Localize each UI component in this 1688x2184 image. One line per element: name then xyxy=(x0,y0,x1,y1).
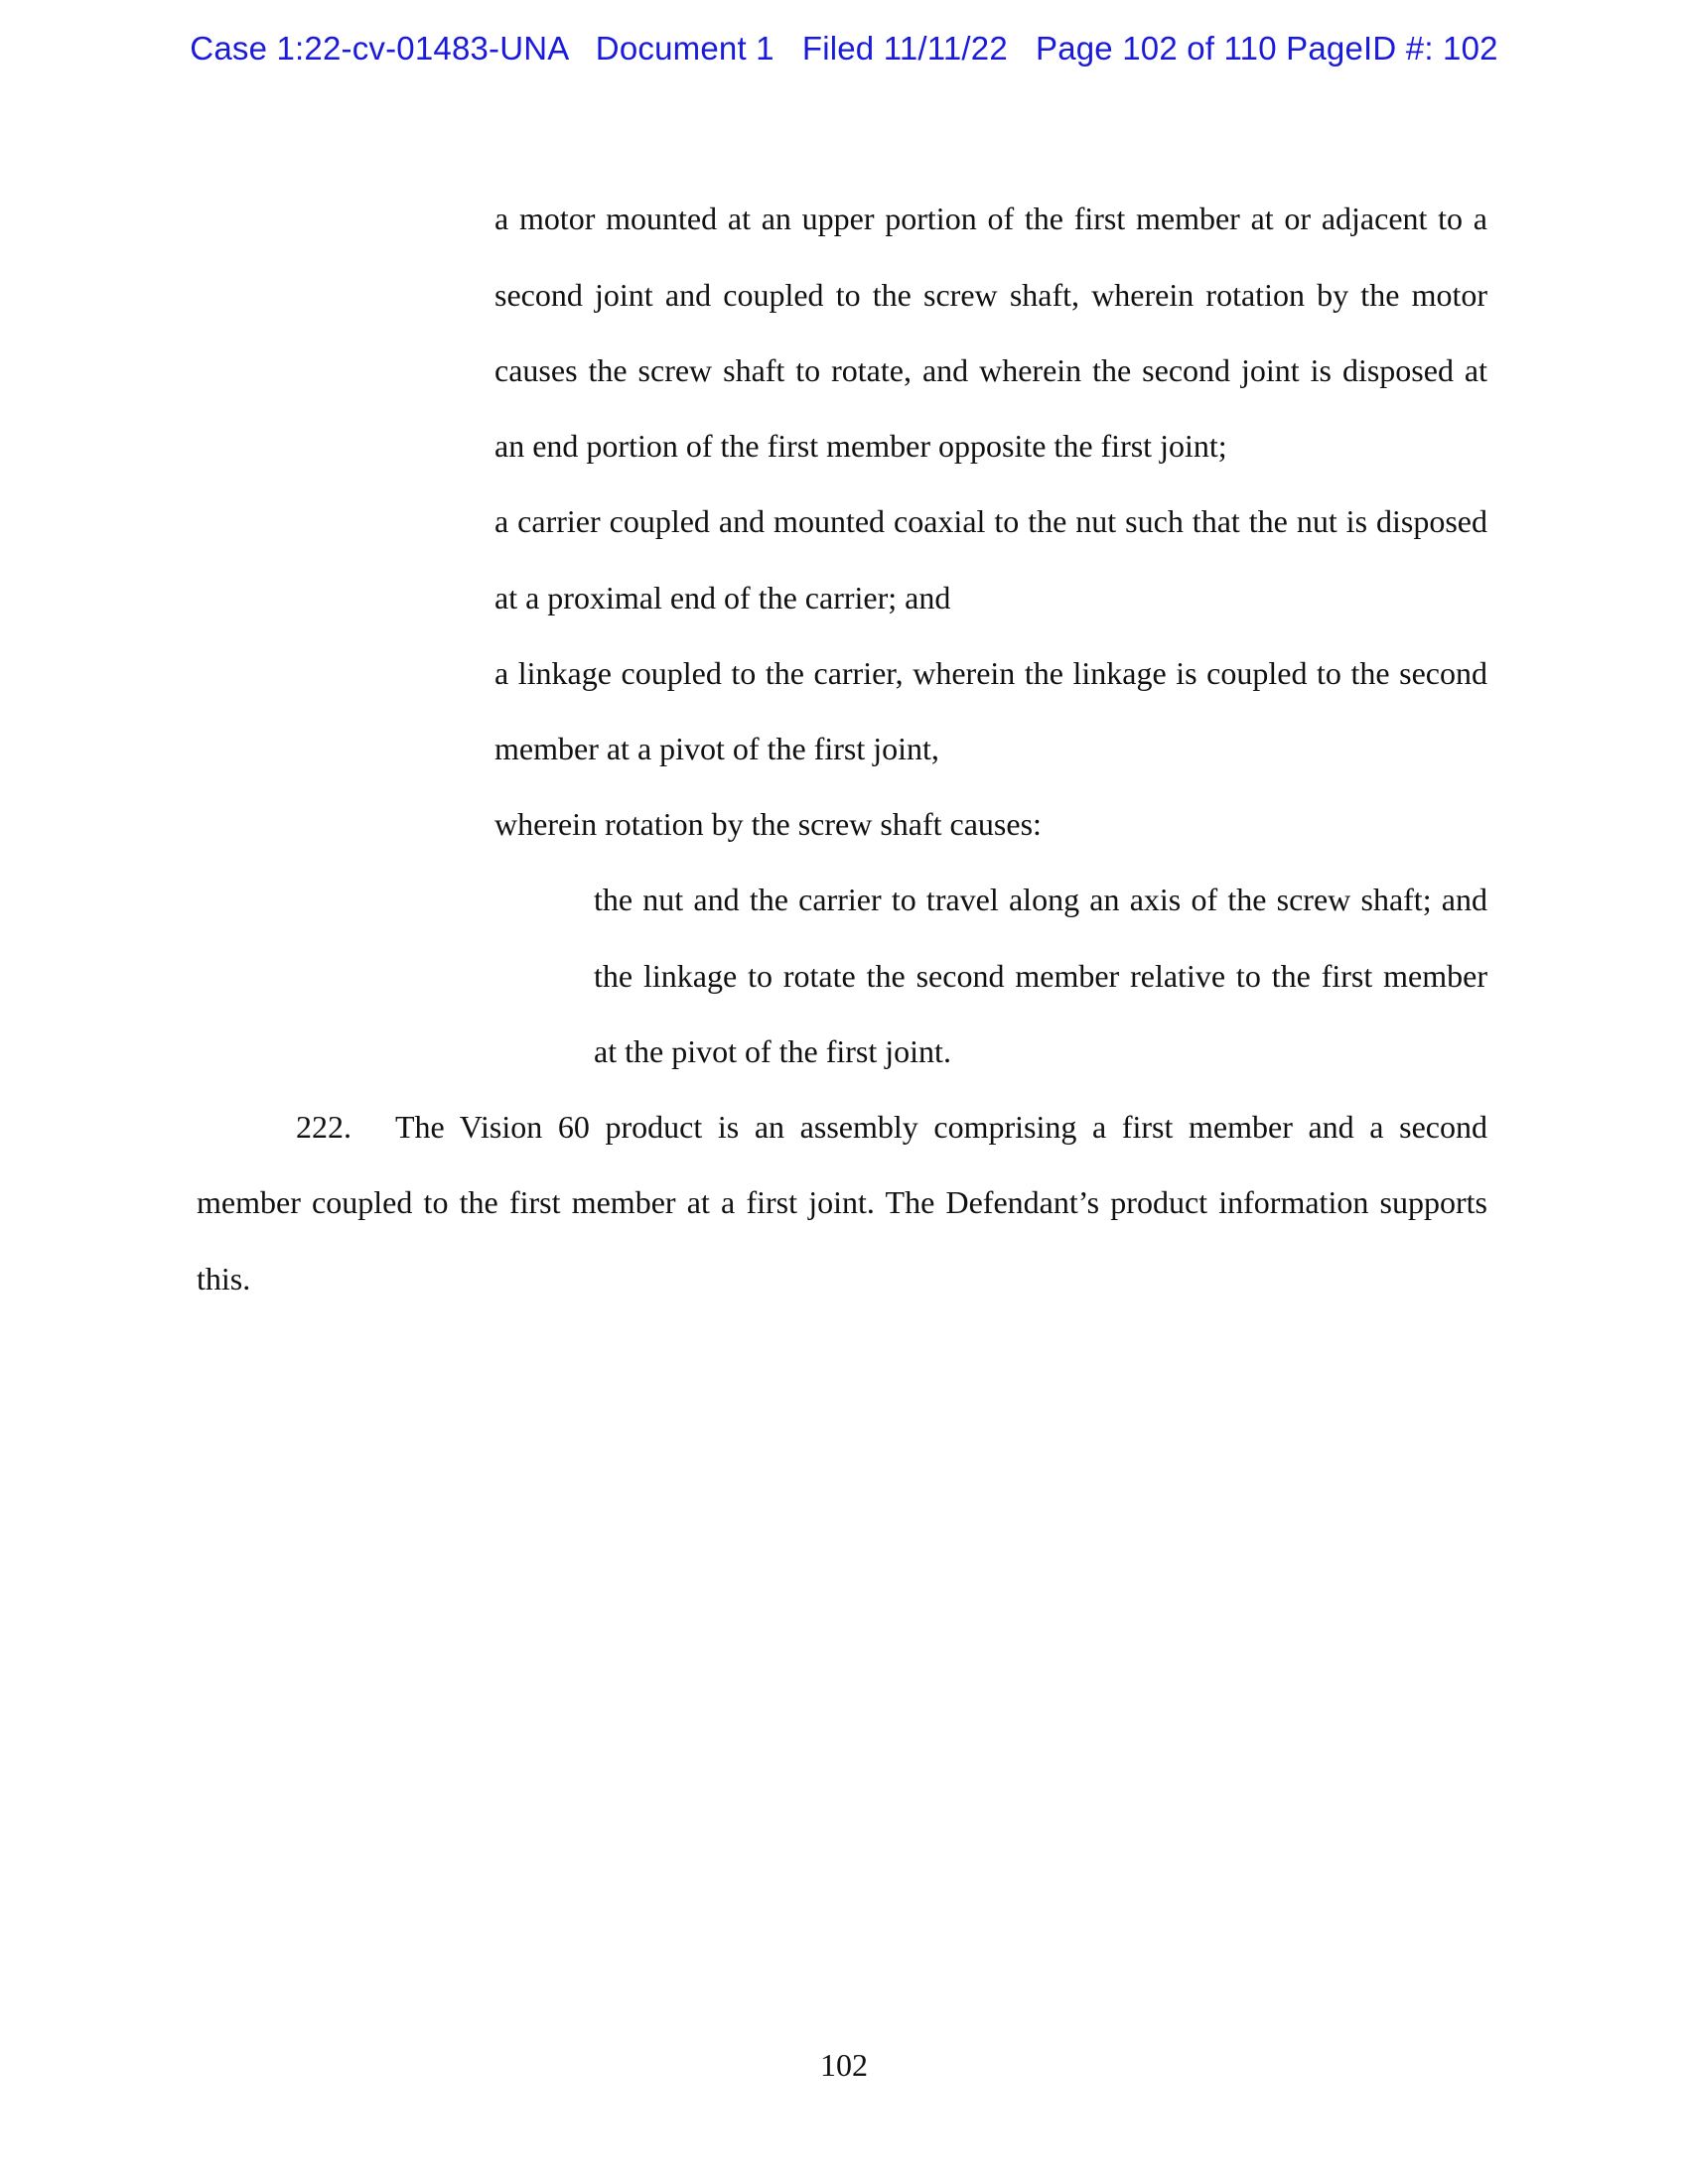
case-header: Case 1:22-cv-01483-UNA Document 1 Filed 11/11/22 Page 102 of 110 PageID #: 102 xyxy=(190,30,1498,67)
claim-line: at a proximal end of the carrier; and xyxy=(494,580,951,615)
claim-line: a motor mounted at an upper portion of the first member at or adjacent to a xyxy=(494,201,1487,236)
claim-line: an end portion of the first member opposite the first joint; xyxy=(494,428,1227,464)
paragraph-line: member coupled to the first member at a first joint. The Defendant’s product information supports xyxy=(197,1184,1487,1220)
claim-line: wherein rotation by the screw shaft causes: xyxy=(494,806,1042,842)
paragraph-number: 222. xyxy=(296,1109,352,1145)
sub-claim-line: the linkage to rotate the second member relative to the first member xyxy=(594,958,1487,994)
claim-line: a carrier coupled and mounted coaxial to the nut such that the nut is disposed xyxy=(494,503,1487,539)
paragraph-line: this. xyxy=(197,1261,251,1297)
claim-line: a linkage coupled to the carrier, wherein the linkage is coupled to the second xyxy=(494,655,1487,691)
sub-claim-line: the nut and the carrier to travel along an axis of the screw shaft; and xyxy=(594,882,1487,917)
paragraph-line-text: The Vision 60 product is an assembly comprising a first member and a second xyxy=(395,1109,1487,1145)
claim-line: second joint and coupled to the screw shaft, wherein rotation by the motor xyxy=(494,277,1487,313)
paragraph-first-line xyxy=(296,1107,1487,1147)
claim-line: member at a pivot of the first joint, xyxy=(494,731,939,766)
sub-claim-line: at the pivot of the first joint. xyxy=(594,1033,951,1069)
page-number: 102 xyxy=(820,2047,868,2083)
claim-line: causes the screw shaft to rotate, and wherein the second joint is disposed at xyxy=(494,352,1487,388)
